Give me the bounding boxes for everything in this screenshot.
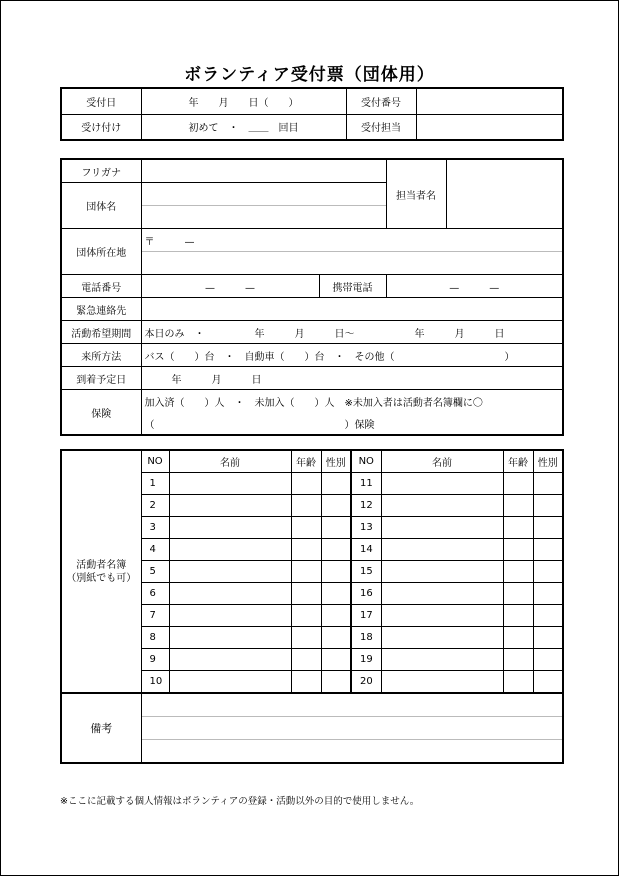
member-name-field[interactable] — [381, 517, 503, 539]
member-no-right: 18 — [351, 627, 381, 649]
period-field[interactable]: 本日のみ ・ 年 月 日〜 年 月 日 — [141, 321, 563, 344]
member-no-right: 12 — [351, 495, 381, 517]
member-sex-field[interactable] — [321, 583, 351, 605]
members-header-left-3: 性別 — [321, 450, 351, 473]
members-header-right-0: NO — [351, 450, 381, 473]
address-field[interactable] — [141, 252, 563, 275]
furigana-label: フリガナ — [61, 159, 141, 183]
member-no-left: 7 — [141, 605, 169, 627]
remarks-label: 備考 — [61, 693, 141, 763]
member-sex-field[interactable] — [533, 649, 563, 671]
member-age-field[interactable] — [503, 539, 533, 561]
member-no-left: 5 — [141, 561, 169, 583]
member-age-field[interactable] — [291, 561, 321, 583]
contact-person-label: 担当者名 — [386, 159, 446, 229]
member-sex-field[interactable] — [533, 495, 563, 517]
phone-field[interactable]: — — — [141, 275, 319, 298]
member-age-field[interactable] — [291, 473, 321, 495]
member-sex-field[interactable] — [321, 473, 351, 495]
member-age-field[interactable] — [503, 649, 533, 671]
members-header-right-2: 年齢 — [503, 450, 533, 473]
member-name-field[interactable] — [381, 649, 503, 671]
member-sex-field[interactable] — [533, 627, 563, 649]
members-label-line1: 活動者名簿 — [76, 559, 127, 571]
member-age-field[interactable] — [503, 627, 533, 649]
member-name-field[interactable] — [381, 495, 503, 517]
members-header-right-1: 名前 — [381, 450, 503, 473]
member-no-right: 13 — [351, 517, 381, 539]
reception-type-field[interactable]: 初めて ・ ＿＿ 回目 — [141, 114, 346, 140]
transport-label: 来所方法 — [61, 344, 141, 367]
member-no-left: 9 — [141, 649, 169, 671]
member-age-field[interactable] — [503, 495, 533, 517]
member-no-left: 1 — [141, 473, 169, 495]
member-name-field[interactable] — [381, 539, 503, 561]
reception-date-label: 受付日 — [61, 88, 141, 114]
reception-table — [60, 87, 564, 141]
contact-person-field[interactable] — [446, 159, 563, 229]
arrival-label: 到着予定日 — [61, 367, 141, 390]
member-age-field[interactable] — [291, 517, 321, 539]
member-sex-field[interactable] — [533, 583, 563, 605]
member-no-left: 4 — [141, 539, 169, 561]
member-name-field[interactable] — [169, 583, 291, 605]
arrival-field[interactable]: 年 月 日 — [141, 367, 563, 390]
member-no-right: 17 — [351, 605, 381, 627]
emergency-label: 緊急連絡先 — [61, 298, 141, 321]
member-name-field[interactable] — [381, 561, 503, 583]
member-age-field[interactable] — [291, 605, 321, 627]
insurance-line2[interactable]: （ ）保険 — [141, 412, 563, 435]
member-age-field[interactable] — [503, 671, 533, 694]
group-name-field-2[interactable] — [141, 206, 386, 229]
members-header-right-3: 性別 — [533, 450, 563, 473]
reception-date-field[interactable]: 年 月 日（ ） — [141, 88, 346, 114]
member-sex-field[interactable] — [533, 671, 563, 694]
member-no-right: 15 — [351, 561, 381, 583]
member-sex-field[interactable] — [321, 627, 351, 649]
member-no-right: 19 — [351, 649, 381, 671]
group-name-field[interactable] — [141, 183, 386, 206]
address-postal-field[interactable]: 〒 — — [141, 229, 563, 252]
member-no-right: 20 — [351, 671, 381, 694]
member-sex-field[interactable] — [321, 495, 351, 517]
staff-label: 受付担当 — [346, 114, 416, 140]
group-table — [60, 158, 564, 436]
remarks-line-2[interactable] — [141, 717, 563, 740]
member-sex-field[interactable] — [321, 517, 351, 539]
member-name-field[interactable] — [381, 605, 503, 627]
member-sex-field[interactable] — [321, 539, 351, 561]
transport-field[interactable]: バス（ ）台 ・ 自動車（ ）台 ・ その他（ ） — [141, 344, 563, 367]
reception-no-field[interactable] — [416, 88, 563, 114]
member-no-left: 2 — [141, 495, 169, 517]
member-sex-field[interactable] — [533, 539, 563, 561]
member-sex-field[interactable] — [533, 561, 563, 583]
phone-label: 電話番号 — [61, 275, 141, 298]
member-no-right: 14 — [351, 539, 381, 561]
member-name-field[interactable] — [381, 473, 503, 495]
member-age-field[interactable] — [503, 473, 533, 495]
member-name-field[interactable] — [169, 605, 291, 627]
reception-no-label: 受付番号 — [346, 88, 416, 114]
mobile-label: 携帯電話 — [319, 275, 386, 298]
member-sex-field[interactable] — [533, 605, 563, 627]
member-no-left: 10 — [141, 671, 169, 694]
member-name-field[interactable] — [169, 495, 291, 517]
member-no-right: 16 — [351, 583, 381, 605]
member-age-field[interactable] — [503, 605, 533, 627]
members-label-line2: （別紙でも可） — [66, 572, 137, 584]
member-age-field[interactable] — [291, 495, 321, 517]
group-name-label: 団体名 — [61, 183, 141, 229]
member-age-field[interactable] — [291, 583, 321, 605]
members-header-left-2: 年齢 — [291, 450, 321, 473]
member-name-field[interactable] — [381, 583, 503, 605]
member-age-field[interactable] — [291, 627, 321, 649]
page-title: ボランティア受付票（団体用） — [184, 65, 435, 85]
member-sex-field[interactable] — [321, 605, 351, 627]
member-name-field[interactable] — [381, 627, 503, 649]
emergency-field[interactable] — [141, 298, 563, 321]
member-age-field[interactable] — [503, 583, 533, 605]
reception-type-label: 受け付け — [61, 114, 141, 140]
member-age-field[interactable] — [503, 561, 533, 583]
members-label — [61, 450, 141, 693]
member-age-field[interactable] — [291, 539, 321, 561]
furigana-field[interactable] — [141, 159, 386, 183]
members-header-left-0: NO — [141, 450, 169, 473]
member-no-left: 6 — [141, 583, 169, 605]
period-label: 活動希望期間 — [61, 321, 141, 344]
member-name-field[interactable] — [169, 539, 291, 561]
member-sex-field[interactable] — [321, 649, 351, 671]
member-age-field[interactable] — [291, 649, 321, 671]
insurance-label: 保険 — [61, 390, 141, 436]
member-sex-field[interactable] — [533, 517, 563, 539]
address-label: 団体所在地 — [61, 229, 141, 275]
member-no-left: 8 — [141, 627, 169, 649]
staff-field[interactable] — [416, 114, 563, 140]
insurance-line1[interactable]: 加入済（ ）人 ・ 未加入（ ）人 ※未加入者は活動者名簿欄に〇 — [141, 390, 563, 413]
footnote: ※ここに記載する個人情報はボランティアの登録・活動以外の目的で使用しません。 — [60, 796, 420, 807]
member-name-field[interactable] — [169, 561, 291, 583]
members-table — [60, 449, 564, 764]
member-no-right: 11 — [351, 473, 381, 495]
member-sex-field[interactable] — [321, 671, 351, 694]
member-age-field[interactable] — [503, 517, 533, 539]
member-name-field[interactable] — [169, 649, 291, 671]
member-name-field[interactable] — [169, 671, 291, 694]
member-sex-field[interactable] — [533, 473, 563, 495]
remarks-line-3[interactable] — [141, 740, 563, 764]
member-age-field[interactable] — [291, 671, 321, 694]
member-name-field[interactable] — [169, 627, 291, 649]
mobile-field[interactable]: — — — [386, 275, 563, 298]
members-header-left-1: 名前 — [169, 450, 291, 473]
member-name-field[interactable] — [169, 517, 291, 539]
member-name-field[interactable] — [169, 473, 291, 495]
member-sex-field[interactable] — [321, 561, 351, 583]
member-no-left: 3 — [141, 517, 169, 539]
remarks-line-1[interactable] — [141, 693, 563, 717]
member-name-field[interactable] — [381, 671, 503, 694]
